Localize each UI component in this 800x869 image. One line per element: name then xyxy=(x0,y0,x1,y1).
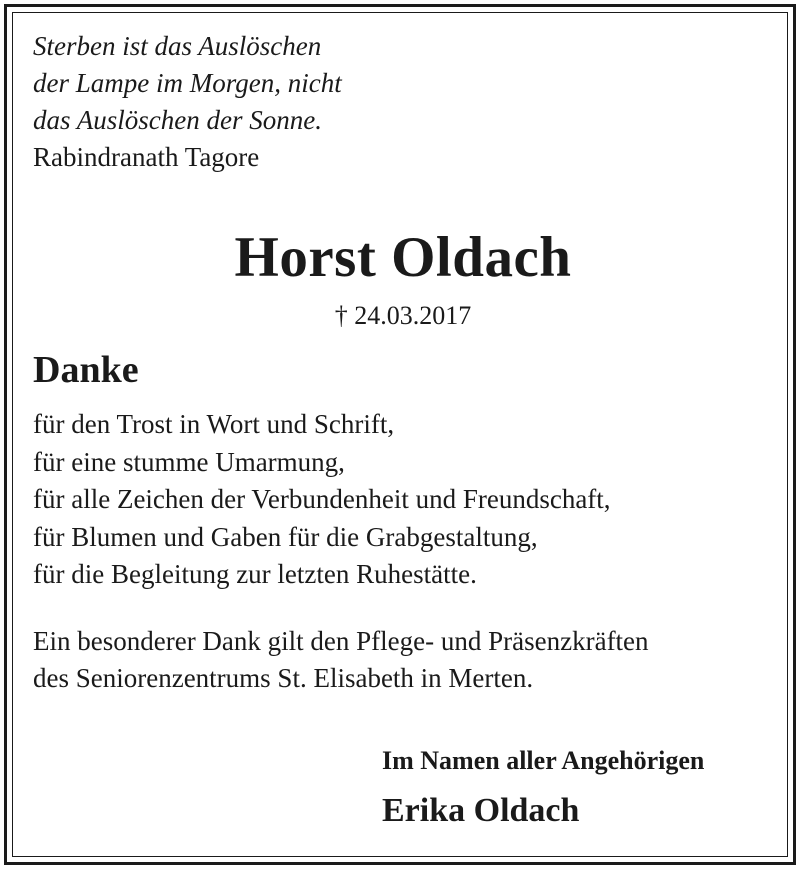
special-thanks-line: des Seniorenzentrums St. Elisabeth in Merten. xyxy=(33,663,534,693)
signature-intro: Im Namen aller Angehörigen xyxy=(382,746,705,775)
thanks-item: für die Begleitung zur letzten Ruhestätte. xyxy=(33,559,477,589)
thanks-list xyxy=(33,406,773,594)
signature-name: Erika Oldach xyxy=(382,792,580,829)
special-thanks-line: Ein besonderer Dank gilt den Pflege- und Präsenzkräften xyxy=(33,626,649,656)
thanks-item: für alle Zeichen der Verbundenheit und Freundschaft, xyxy=(33,484,611,514)
obituary-notice xyxy=(33,28,773,829)
quote-line: das Auslöschen der Sonne. xyxy=(33,105,322,135)
thanks-item: für Blumen und Gaben für die Grabgestaltung, xyxy=(33,521,538,552)
thanks-item: für eine stumme Umarmung, xyxy=(33,446,345,477)
quote-block xyxy=(33,28,773,139)
quote-line: Sterben ist das Auslöschen xyxy=(33,31,322,61)
deceased-name: Horst Oldach xyxy=(234,226,572,289)
special-thanks xyxy=(33,623,773,697)
death-date: † 24.03.2017 xyxy=(334,301,472,330)
thanks-heading: Danke xyxy=(33,349,139,391)
thanks-item: für den Trost in Wort und Schrift, xyxy=(33,409,395,439)
quote-line: der Lampe im Morgen, nicht xyxy=(33,68,342,98)
quote-author: Rabindranath Tagore xyxy=(33,142,260,172)
